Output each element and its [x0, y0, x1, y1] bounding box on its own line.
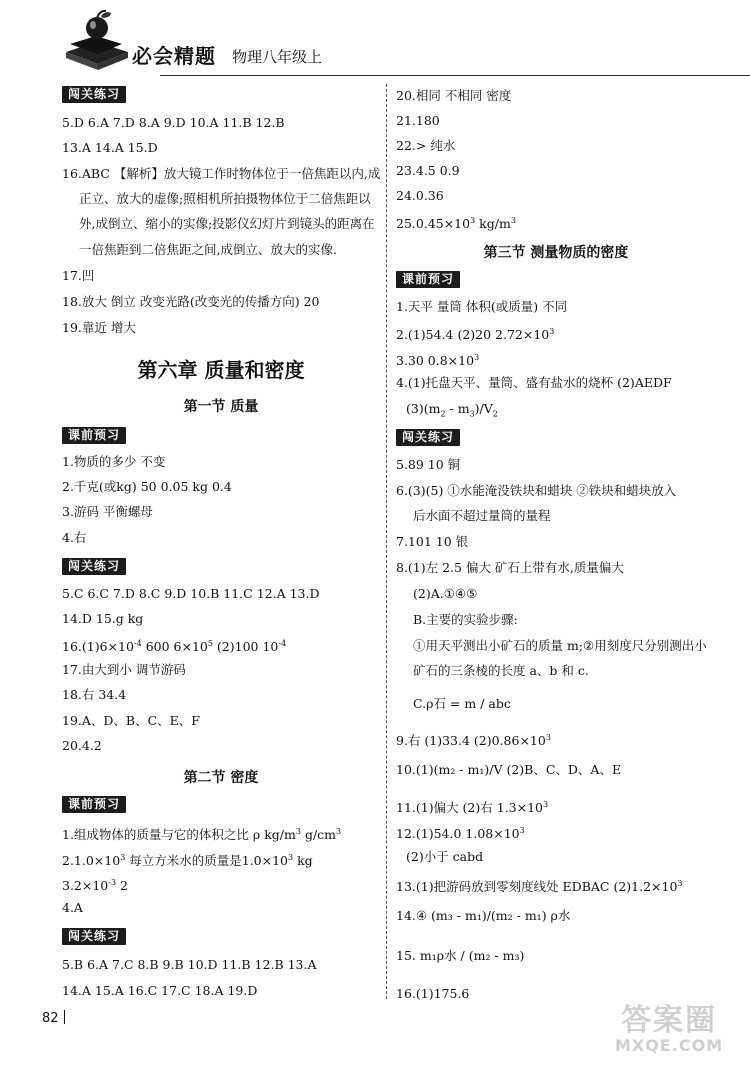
answer-line: 17.由大到小 调节游码: [62, 662, 186, 677]
answer-line: 7.101 10 银: [396, 534, 469, 549]
answer-line: 18.放大 倒立 改变光路(改变光的传播方向) 20: [62, 294, 320, 309]
answer-line: 15. m₁ρ水 / (m₂ - m₃): [396, 948, 525, 963]
answer-line: 6.(3)(5) ①水能淹没铁块和蜡块 ②铁块和蜡块放入: [396, 483, 677, 498]
answer-line: 9.右 (1)33.4 $(2)0.86\times 10^3$: [396, 733, 551, 749]
answer-line: 23.4.5 0.9: [396, 163, 460, 178]
watermark: 答案圈 MXQE.COM: [615, 1003, 724, 1055]
answer-line: 一倍焦距到二倍焦距之间,成倒立、放大的实像.: [79, 242, 337, 257]
section-badge: 闯关练习: [62, 558, 126, 575]
answer-line: 8.(1)左 2.5 偏大 矿石上带有水,质量偏大: [396, 560, 624, 575]
section-title: 第三节 测量物质的密度: [483, 245, 629, 261]
answer-line: $3.2\times 10^{-3}$ 2: [62, 878, 128, 894]
section-badge: 闯关练习: [396, 429, 460, 446]
answer-line: C.ρ石 = m / abc: [413, 696, 511, 711]
answer-line: 22.> 纯水: [396, 138, 456, 153]
answer-line: 5.89 10 铜: [396, 457, 461, 472]
answer-line: 16.ABC 【解析】放大镜工作时物体位于一倍焦距以内,成: [62, 166, 381, 181]
answer-line: 后水面不超过量筒的量程: [413, 508, 551, 523]
answer-line: 10.(1)(m₂ - m₁)/V (2)B、C、D、A、E: [396, 762, 622, 777]
answer-line: 5.C 6.C 7.D 8.C 9.D 10.B 11.C 12.A 13.D: [62, 586, 320, 601]
answer-line: 20.相同 不相同 密度: [396, 88, 512, 103]
answer-line: 4.右: [62, 530, 87, 545]
answer-line: 21.180: [396, 113, 440, 128]
answer-line: 3.游码 平衡螺母: [62, 504, 153, 519]
answer-line: 1.天平 量筒 体积(或质量) 不同: [396, 299, 568, 314]
answer-line: $25.0.45\times 10^3$ $kg/m^3$: [396, 216, 516, 232]
answer-line: 19.靠近 增大: [62, 320, 136, 335]
column-divider: [386, 84, 387, 999]
answer-line: 正立、放大的虚像;照相机所拍摄物体位于二倍焦距以: [79, 191, 371, 206]
answer-line: 4.(1)托盘天平、量筒、盛有盐水的烧杯 (2)AEDF: [396, 375, 672, 390]
section-badge: 闯关练习: [62, 928, 126, 945]
answer-line: 14.D 15.g kg: [62, 611, 144, 626]
answer-line: 2.千克(或kg) 50 0.05 kg 0.4: [62, 479, 232, 494]
answer-line: (2)A.①④⑤: [413, 586, 478, 601]
section-badge: 课前预习: [62, 796, 126, 813]
answer-line: 13.A 14.A 15.D: [62, 140, 158, 155]
page-header: [0, 0, 750, 82]
answer-line: 14.A 15.A 16.C 17.C 18.A 19.D: [62, 983, 258, 998]
answer-line: 17.凹: [62, 268, 95, 283]
brand-title: 必会精题: [132, 44, 216, 68]
answer-line: $2.1.0\times 10^3$ 每立方米水的质量是$1.0\times 10^3$ kg: [62, 853, 313, 869]
answer-line: 1.物质的多少 不变: [62, 454, 166, 469]
answer-line: 5.B 6.A 7.C 8.B 9.B 10.D 11.B 12.B 13.A: [62, 957, 317, 972]
answer-line: 外,成倒立、缩小的实像;投影仪幻灯片到镜头的距离在: [79, 216, 375, 231]
answer-line: 4.A: [62, 900, 83, 915]
apple-books-logo-icon: [62, 8, 132, 74]
answer-line: 12.(1)54.0 $1.08\times 10^3$: [396, 826, 525, 842]
answer-line: 24.0.36: [396, 188, 444, 203]
section-title: 第二节 密度: [183, 770, 259, 786]
section-badge: 闯关练习: [62, 86, 126, 103]
answer-line: 5.D 6.A 7.D 8.A 9.D 10.A 11.B 12.B: [62, 115, 285, 130]
answer-line: 1.组成物体的质量与它的体积之比 ρ $kg/m^3$ $g/cm^3$: [62, 827, 342, 843]
section-badge: 课前预习: [62, 427, 126, 444]
section-title: 第一节 质量: [183, 399, 259, 415]
answer-line: 11.(1)偏大 (2)右 $1.3\times 10^3$: [396, 800, 549, 816]
answer-line: 16.(1)175.6: [396, 986, 470, 1001]
answer-line: 18.右 34.4: [62, 687, 127, 702]
section-badge: 课前预习: [396, 271, 460, 288]
header-rule: [160, 75, 750, 76]
answer-line: 14.④ (m₃ - m₁)/(m₂ - m₁) ρ水: [396, 908, 571, 923]
answer-line: $(3)(m_2 - m_3)/V_2$: [406, 401, 498, 419]
answer-line: (2)小于 cabd: [406, 849, 484, 864]
answer-line: 3.30 $0.8\times 10^3$: [396, 353, 480, 369]
answer-line: $16.(1)6\times 10^{-4}$ 600 $6\times 10^5$ (2)100 $10^{-4}$: [62, 639, 287, 655]
answer-line: 19.A、D、B、C、E、F: [62, 713, 200, 728]
page-number: 82: [42, 1010, 65, 1026]
answer-line: 2.(1)54.4 (2)20 $2.72\times 10^3$: [396, 327, 555, 343]
chapter-title: 第六章 质量和密度: [137, 358, 305, 382]
answer-line: 20.4.2: [62, 738, 102, 753]
answer-line: 13.(1)把游码放到零刻度线处 EDBAC $(2)1.2\times 10^3$: [396, 879, 683, 895]
answer-line: ①用天平测出小矿石的质量 m;②用刻度尺分别测出小: [413, 638, 707, 653]
subject-title: 物理八年级上: [232, 48, 323, 66]
answer-line: B.主要的实验步骤:: [413, 612, 518, 627]
answer-line: 矿石的三条棱的长度 a、b 和 c.: [413, 663, 589, 678]
